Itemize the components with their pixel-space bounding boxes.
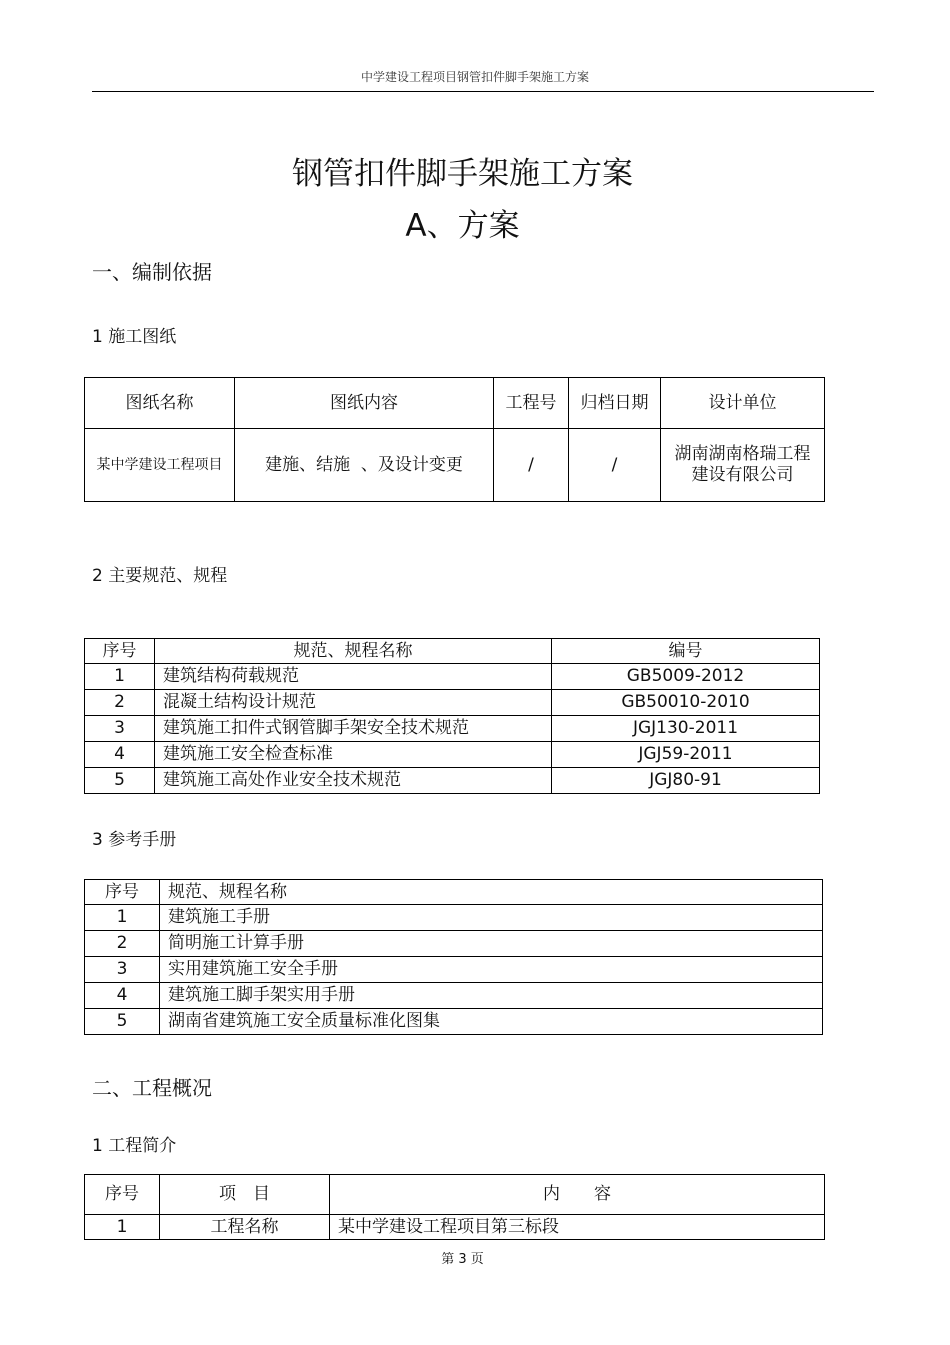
table-cell: 4 [85, 983, 160, 1009]
table-header-row [85, 880, 823, 905]
table-cell: 4 [85, 742, 155, 768]
table-cell: 建筑施工扣件式钢管脚手架安全技术规范 [155, 716, 552, 742]
project-overview-table [84, 1174, 825, 1240]
table-cell: / [494, 429, 569, 502]
table-cell: JGJ130-2011 [552, 716, 820, 742]
header-cell: 序号 [85, 880, 160, 905]
table-cell: GB50010-2010 [552, 690, 820, 716]
table-row [85, 983, 823, 1009]
table-row [85, 931, 823, 957]
table-cell: 5 [85, 1009, 160, 1035]
header-rule [92, 91, 874, 92]
table-cell: 混凝土结构设计规范 [155, 690, 552, 716]
table-row [85, 690, 820, 716]
subsection-drawings-heading: 1 施工图纸 [92, 327, 177, 347]
table-row [85, 768, 820, 794]
table-cell: 1 [85, 905, 160, 931]
table-cell: 简明施工计算手册 [160, 931, 823, 957]
table-cell: 实用建筑施工安全手册 [160, 957, 823, 983]
table-row [85, 957, 823, 983]
document-title: 钢管扣件脚手架施工方案 [292, 156, 633, 192]
section-1-heading: 一、编制依据 [92, 260, 212, 284]
header-cell: 规范、规程名称 [160, 880, 823, 905]
header-cell: 序号 [85, 1175, 160, 1215]
table-cell: 建筑施工安全检查标准 [155, 742, 552, 768]
table-row [85, 429, 825, 502]
table-cell: 湖南湖南格瑞工程建设有限公司 [661, 429, 825, 502]
document-subtitle: A、方案 [405, 208, 520, 244]
table-header-row [85, 639, 820, 664]
table-cell: 某中学建设工程项目第三标段 [330, 1215, 825, 1240]
table-cell: 建筑施工手册 [160, 905, 823, 931]
header-cell: 规范、规程名称 [155, 639, 552, 664]
section-2-heading: 二、工程概况 [92, 1076, 212, 1100]
header-cell: 序号 [85, 639, 155, 664]
table-cell: 1 [85, 664, 155, 690]
table-cell: 建施、结施 、及设计变更 [235, 429, 494, 502]
table-row [85, 1215, 825, 1240]
table-cell: 3 [85, 716, 155, 742]
table-cell: JGJ59-2011 [552, 742, 820, 768]
header-cell: 项 目 [160, 1175, 330, 1215]
header-cell: 工程号 [494, 378, 569, 429]
table-cell: JGJ80-91 [552, 768, 820, 794]
table-cell: GB5009-2012 [552, 664, 820, 690]
table-cell: 3 [85, 957, 160, 983]
table-header-row [85, 1175, 825, 1215]
table-cell: 建筑施工脚手架实用手册 [160, 983, 823, 1009]
subsection-overview-heading: 1 工程简介 [92, 1136, 177, 1156]
table-row [85, 1009, 823, 1035]
table-row [85, 716, 820, 742]
table-row [85, 905, 823, 931]
standards-table [84, 638, 820, 794]
header-cell: 图纸名称 [85, 378, 235, 429]
table-cell: 工程名称 [160, 1215, 330, 1240]
table-header-row [85, 378, 825, 429]
page-number: 第 3 页 [441, 1252, 484, 1267]
header-cell: 设计单位 [661, 378, 825, 429]
running-header: 中学建设工程项目钢管扣件脚手架施工方案 [360, 70, 589, 84]
table-cell: 5 [85, 768, 155, 794]
table-cell: 建筑结构荷载规范 [155, 664, 552, 690]
drawings-table [84, 377, 825, 502]
header-cell: 归档日期 [569, 378, 661, 429]
table-row [85, 664, 820, 690]
subsection-standards-heading: 2 主要规范、规程 [92, 566, 228, 586]
table-cell: 某中学建设工程项目 [85, 429, 235, 502]
header-cell: 编号 [552, 639, 820, 664]
table-cell: 1 [85, 1215, 160, 1240]
header-cell: 图纸内容 [235, 378, 494, 429]
manuals-table [84, 879, 823, 1035]
table-cell: 2 [85, 690, 155, 716]
table-cell: / [569, 429, 661, 502]
table-cell: 建筑施工高处作业安全技术规范 [155, 768, 552, 794]
table-cell: 湖南省建筑施工安全质量标准化图集 [160, 1009, 823, 1035]
subsection-manuals-heading: 3 参考手册 [92, 830, 177, 850]
header-cell: 内 容 [330, 1175, 825, 1215]
table-row [85, 742, 820, 768]
table-cell: 2 [85, 931, 160, 957]
